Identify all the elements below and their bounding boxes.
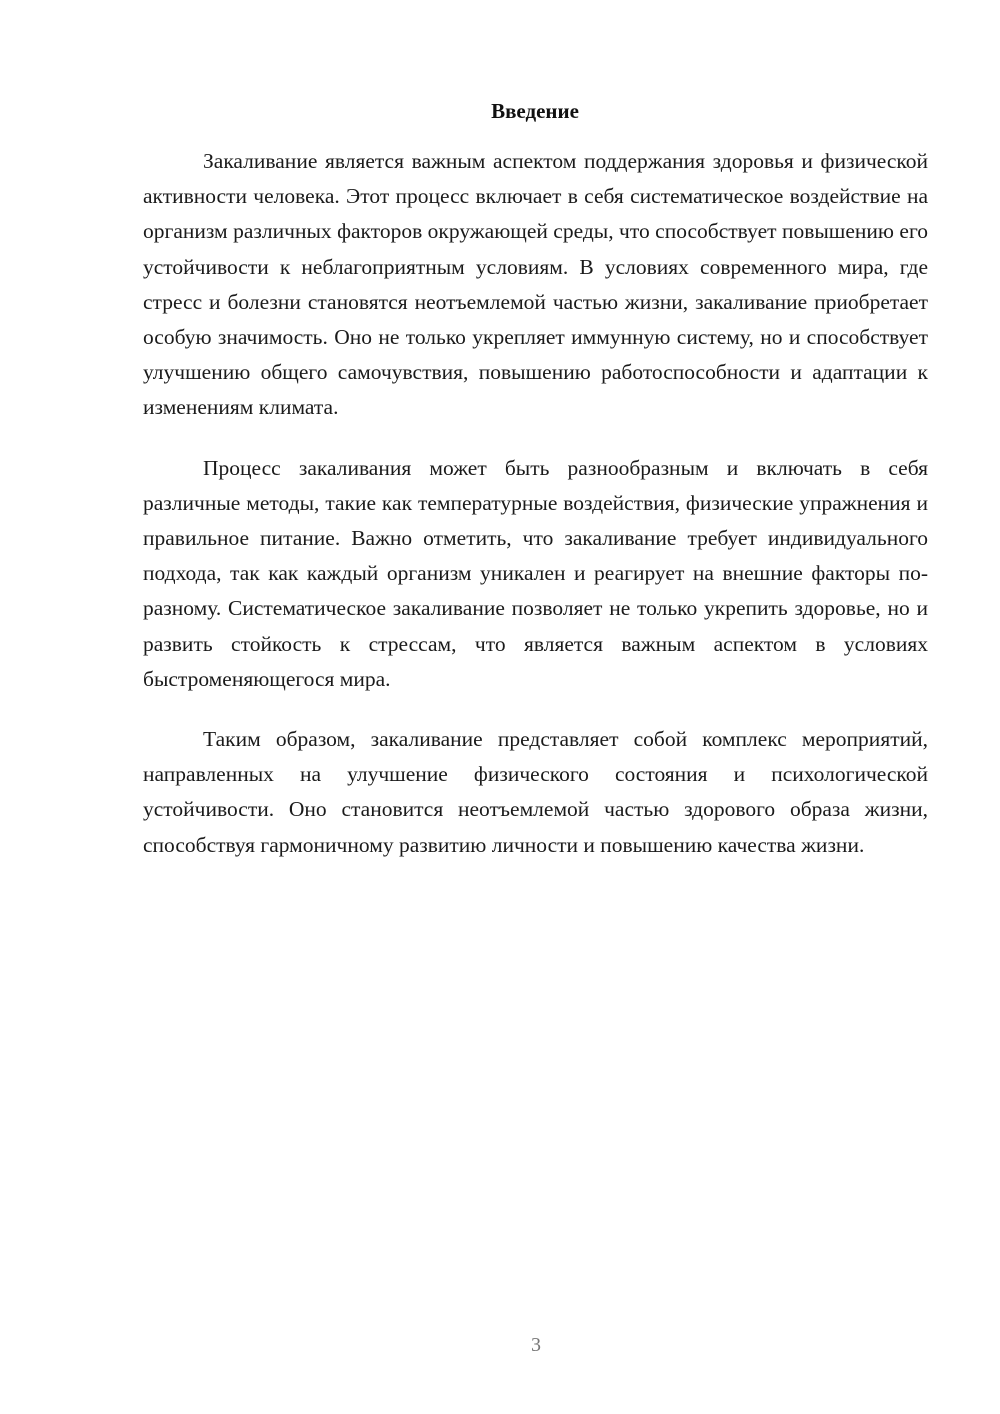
section-heading: Введение (491, 99, 579, 123)
paragraph-1: Закаливание является важным аспектом поддержания здоровья и физической активности человека. Этот процесс включает в себя систематическое воздействие на организм различных факторов окружающей среды, что способствует повышению его устойчивости к неблагоприятным условиям. В условиях современного мира, где стресс и болезни становятся неотъемлемой частью жизни, закаливание приобретает особую значимость. Оно не только укрепляет иммунную систему, но и способствует улучшению общего самочувствия, повышению работоспособности и адаптации к изменениям климата. (143, 149, 928, 420)
body-text (143, 144, 928, 888)
page-number: 3 (531, 1334, 541, 1356)
paragraph-3: Таким образом, закаливание представляет собой комплекс мероприятий, направленных на улучшение физического состояния и психологической устойчивости. Оно становится неотъемлемой частью здорового образа жизни, способствуя гармоничному развитию личности и повышению качества жизни. (143, 727, 928, 857)
paragraph-2: Процесс закаливания может быть разнообразным и включать в себя различные методы, такие как температурные воздействия, физические упражнения и правильное питание. Важно отметить, что закаливание требует индивидуального подхода, так как каждый организм уникален и реагирует на внешние факторы по-разному. Систематическое закаливание позволяет не только укрепить здоровье, но и развить стойкость к стрессам, что является важным аспектом в условиях быстроменяющегося мира. (143, 455, 928, 691)
